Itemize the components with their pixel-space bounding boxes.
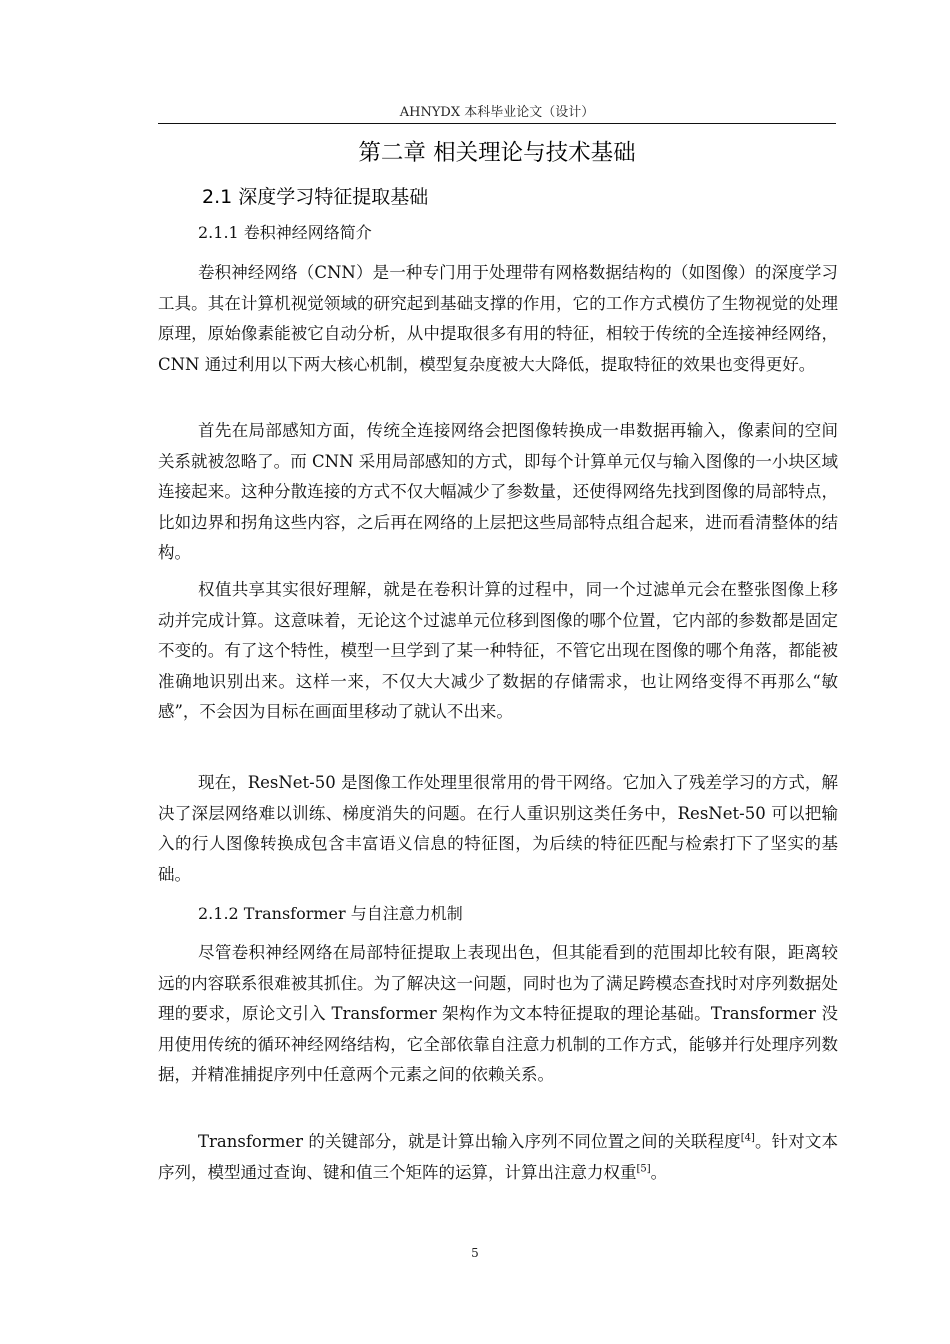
citation: [5] <box>636 1163 651 1174</box>
paragraph: 卷积神经网络（CNN）是一种专门用于处理带有网格数据结构的（如图像）的深度学习工具。其在计算机视觉领域的研究起到基础支撑的作用，它的工作方式模仿了生物视觉的处理原理，原始像素能被它自动分析，从中提取很多有用的特征，相较于传统的全连接神经网络，CNN 通过利用以下两大核心机制，模型复杂度被大大降低，提取特征的效果也变得更好。 <box>158 263 838 374</box>
paragraph-text: 。针对文本序列，模型通过查询、键和值三个矩阵的运算，计算出注意力权重 <box>158 1132 839 1182</box>
paragraph-text: Transformer 的关键部分，就是计算出输入序列不同位置之间的关联程度 <box>198 1132 741 1151</box>
paragraph: 现在，ResNet-50 是图像工作处理里很常用的骨干网络。它加入了残差学习的方式，解决了深层网络难以训练、梯度消失的问题。在行人重识别这类任务中，ResNet-50 可以把输入的行人图像转换成包含丰富语义信息的特征图，为后续的特征匹配与检索打下了坚实的基础。 <box>158 773 838 884</box>
page-number: 5 <box>471 1246 479 1260</box>
paragraph-text: 。 <box>650 1162 668 1182</box>
paragraph: 首先在局部感知方面，传统全连接网络会把图像转换成一串数据再输入，像素间的空间关系就被忽略了。而 CNN 采用局部感知的方式，即每个计算单元仅与输入图像的一小块区域连接起来。这种分散连接的方式不仅大幅减少了参数量，还使得网络先找到图像的局部特点，比如边界和拐角这些内容，之后再在网络的上层把这些局部特点组合起来，进而看清整体的结构。 <box>158 421 838 562</box>
subsection-title: 2.1.1 卷积神经网络简介 <box>198 223 372 242</box>
paragraph: 尽管卷积神经网络在局部特征提取上表现出色，但其能看到的范围却比较有限，距离较远的内容联系很难被其抓住。为了解决这一问题，同时也为了满足跨模态查找时对序列数据处理的要求，原论文引入 Transformer 架构作为文本特征提取的理论基础。Transformer 没用使用传统的循环神经网络结构，它全部依靠自注意力机制的工作方式，能够并行处理序列数据，并精准捕捉序列中任意两个元素之间的依赖关系。 <box>158 943 838 1084</box>
section-title: 2.1 深度学习特征提取基础 <box>202 186 429 208</box>
paragraph: 权值共享其实很好理解，就是在卷积计算的过程中，同一个过滤单元会在整张图像上移动并完成计算。这意味着，无论这个过滤单元位移到图像的哪个位置，它内部的参数都是固定不变的。有了这个特性，模型一旦学到了某一种特征，不管它出现在图像的哪个角落，都能被准确地识别出来。这样一来，不仅大大减少了数据的存储需求，也让网络变得不再那么“敏感”，不会因为目标在画面里移动了就认不出来。 <box>158 580 838 721</box>
header-rule <box>158 123 836 124</box>
subsection-title: 2.1.2 Transformer 与自注意力机制 <box>198 904 463 923</box>
chapter-title: 第二章 相关理论与技术基础 <box>358 140 636 166</box>
running-header: AHNYDX 本科毕业论文（设计） <box>399 105 595 120</box>
paragraph <box>158 1127 838 1188</box>
citation: [4] <box>740 1132 755 1144</box>
